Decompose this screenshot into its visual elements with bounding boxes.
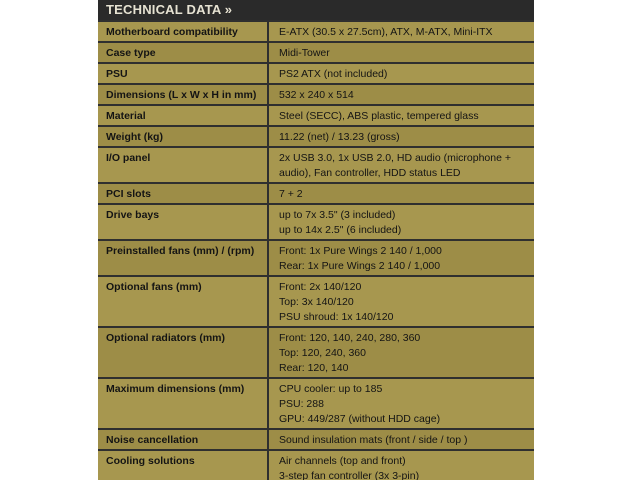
spec-value-line: Front: 120, 140, 240, 280, 360 <box>279 332 421 344</box>
spec-value-line: up to 14x 2.5" (6 included) <box>279 224 402 236</box>
spec-value-line: Front: 2x 140/120 <box>279 281 362 293</box>
spec-value <box>268 450 534 480</box>
spec-value-line: Rear: 120, 140 <box>279 362 349 374</box>
spec-label: Material <box>98 105 268 126</box>
spec-row <box>98 240 534 276</box>
spec-value <box>268 84 534 105</box>
spec-row <box>98 429 534 450</box>
spec-value-line: 11.22 (net) / 13.23 (gross) <box>279 131 400 143</box>
spec-value-line: 532 x 240 x 514 <box>279 89 354 101</box>
spec-row <box>98 147 534 183</box>
spec-label: I/O panel <box>98 147 268 183</box>
spec-value <box>268 105 534 126</box>
spec-value-line: Air channels (top and front) <box>279 455 406 467</box>
spec-row <box>98 204 534 240</box>
spec-row <box>98 183 534 204</box>
spec-table <box>98 20 534 480</box>
spec-value-line: 7 + 2 <box>279 188 303 200</box>
spec-value-line: Rear: 1x Pure Wings 2 140 / 1,000 <box>279 260 441 272</box>
spec-label: Weight (kg) <box>98 126 268 147</box>
spec-value-line: Sound insulation mats (front / side / top ) <box>279 434 468 446</box>
spec-value <box>268 147 534 183</box>
spec-value-line: E-ATX (30.5 x 27.5cm), ATX, M-ATX, Mini-ITX <box>279 26 493 38</box>
spec-value-line: PS2 ATX (not included) <box>279 68 388 80</box>
spec-value-line: 3-step fan controller (3x 3-pin) <box>279 470 420 480</box>
spec-value <box>268 240 534 276</box>
spec-value-line: Top: 3x 140/120 <box>279 296 354 308</box>
spec-value-line: Steel (SECC), ABS plastic, tempered glass <box>279 110 479 122</box>
spec-label: Optional fans (mm) <box>98 276 268 327</box>
spec-value <box>268 378 534 429</box>
spec-value-line: 2x USB 3.0, 1x USB 2.0, HD audio (microphone + <box>279 152 511 164</box>
spec-row <box>98 126 534 147</box>
spec-row <box>98 378 534 429</box>
spec-value <box>268 204 534 240</box>
spec-table-body <box>98 21 534 480</box>
spec-label: Case type <box>98 42 268 63</box>
spec-value <box>268 42 534 63</box>
spec-row <box>98 42 534 63</box>
spec-label: Dimensions (L x W x H in mm) <box>98 84 268 105</box>
spec-value-line: audio), Fan controller, HDD status LED <box>279 167 461 179</box>
spec-value <box>268 126 534 147</box>
spec-label: Preinstalled fans (mm) / (rpm) <box>98 240 268 276</box>
spec-value <box>268 21 534 42</box>
spec-row <box>98 84 534 105</box>
spec-value <box>268 276 534 327</box>
spec-value <box>268 63 534 84</box>
spec-row <box>98 327 534 378</box>
spec-label: PSU <box>98 63 268 84</box>
spec-label: Drive bays <box>98 204 268 240</box>
spec-sheet <box>98 0 534 480</box>
spec-label: Cooling solutions <box>98 450 268 480</box>
spec-value-line: Top: 120, 240, 360 <box>279 347 366 359</box>
spec-value <box>268 183 534 204</box>
spec-value <box>268 327 534 378</box>
spec-label: Motherboard compatibility <box>98 21 268 42</box>
spec-value-line: PSU shroud: 1x 140/120 <box>279 311 394 323</box>
spec-value-line: PSU: 288 <box>279 398 324 410</box>
spec-label: PCI slots <box>98 183 268 204</box>
spec-row <box>98 21 534 42</box>
spec-value-line: Midi-Tower <box>279 47 330 59</box>
spec-label: Optional radiators (mm) <box>98 327 268 378</box>
spec-value-line: Front: 1x Pure Wings 2 140 / 1,000 <box>279 245 442 257</box>
spec-value-line: CPU cooler: up to 185 <box>279 383 383 395</box>
spec-value <box>268 429 534 450</box>
spec-label: Noise cancellation <box>98 429 268 450</box>
spec-label: Maximum dimensions (mm) <box>98 378 268 429</box>
spec-row <box>98 276 534 327</box>
spec-value-line: up to 7x 3.5" (3 included) <box>279 209 396 221</box>
spec-value-line: GPU: 449/287 (without HDD cage) <box>279 413 441 425</box>
section-header: TECHNICAL DATA » <box>98 0 534 20</box>
spec-row <box>98 105 534 126</box>
spec-row <box>98 63 534 84</box>
spec-row <box>98 450 534 480</box>
